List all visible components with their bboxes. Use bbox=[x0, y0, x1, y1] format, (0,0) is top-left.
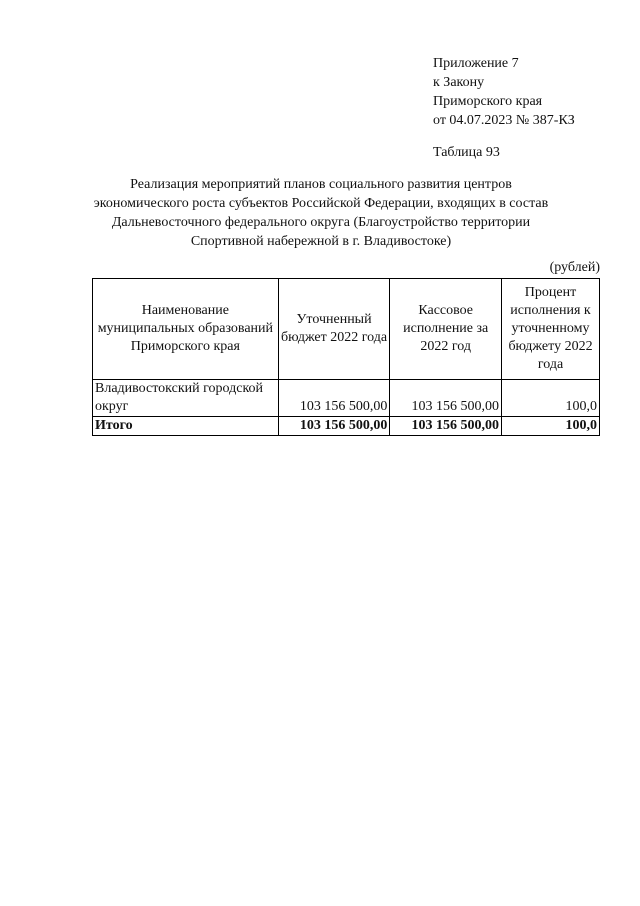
annex-line: к Закону bbox=[433, 75, 485, 90]
cell-budget: 103 156 500,00 bbox=[278, 380, 390, 417]
cell-percent: 100,0 bbox=[502, 380, 600, 417]
header-name: Наименование муниципальных образований Приморского края bbox=[93, 279, 279, 380]
table-number: Таблица 93 bbox=[433, 145, 500, 160]
cell-name: Владивостокский городской округ bbox=[93, 380, 279, 417]
annex-line: от 04.07.2023 № 387-КЗ bbox=[433, 113, 575, 128]
cell-execution: 103 156 500,00 bbox=[390, 380, 502, 417]
total-row bbox=[93, 417, 600, 436]
unit-label: (рублей) bbox=[549, 260, 600, 275]
header-percent: Процент исполнения к уточненному бюджету 2022 года bbox=[502, 279, 600, 380]
annex-line: Приморского края bbox=[433, 94, 543, 109]
annex-block bbox=[433, 54, 575, 130]
header-row bbox=[93, 279, 600, 380]
data-table bbox=[92, 278, 600, 436]
total-execution: 103 156 500,00 bbox=[390, 417, 502, 436]
annex-line: Приложение 7 bbox=[433, 56, 519, 71]
document-title: Реализация мероприятий планов социального развития центров экономического роста субъектов Российской Федерации, входящих в состав Дальневосточного федерального округа (Благоустройство территории Спортивной набережной в г. Владивостоке) bbox=[93, 177, 549, 249]
total-label: Итого bbox=[93, 417, 279, 436]
header-budget: Уточненный бюджет 2022 года bbox=[278, 279, 390, 380]
total-budget: 103 156 500,00 bbox=[278, 417, 390, 436]
table-row bbox=[93, 380, 600, 417]
header-execution: Кассовое исполнение за 2022 год bbox=[390, 279, 502, 380]
total-percent: 100,0 bbox=[502, 417, 600, 436]
